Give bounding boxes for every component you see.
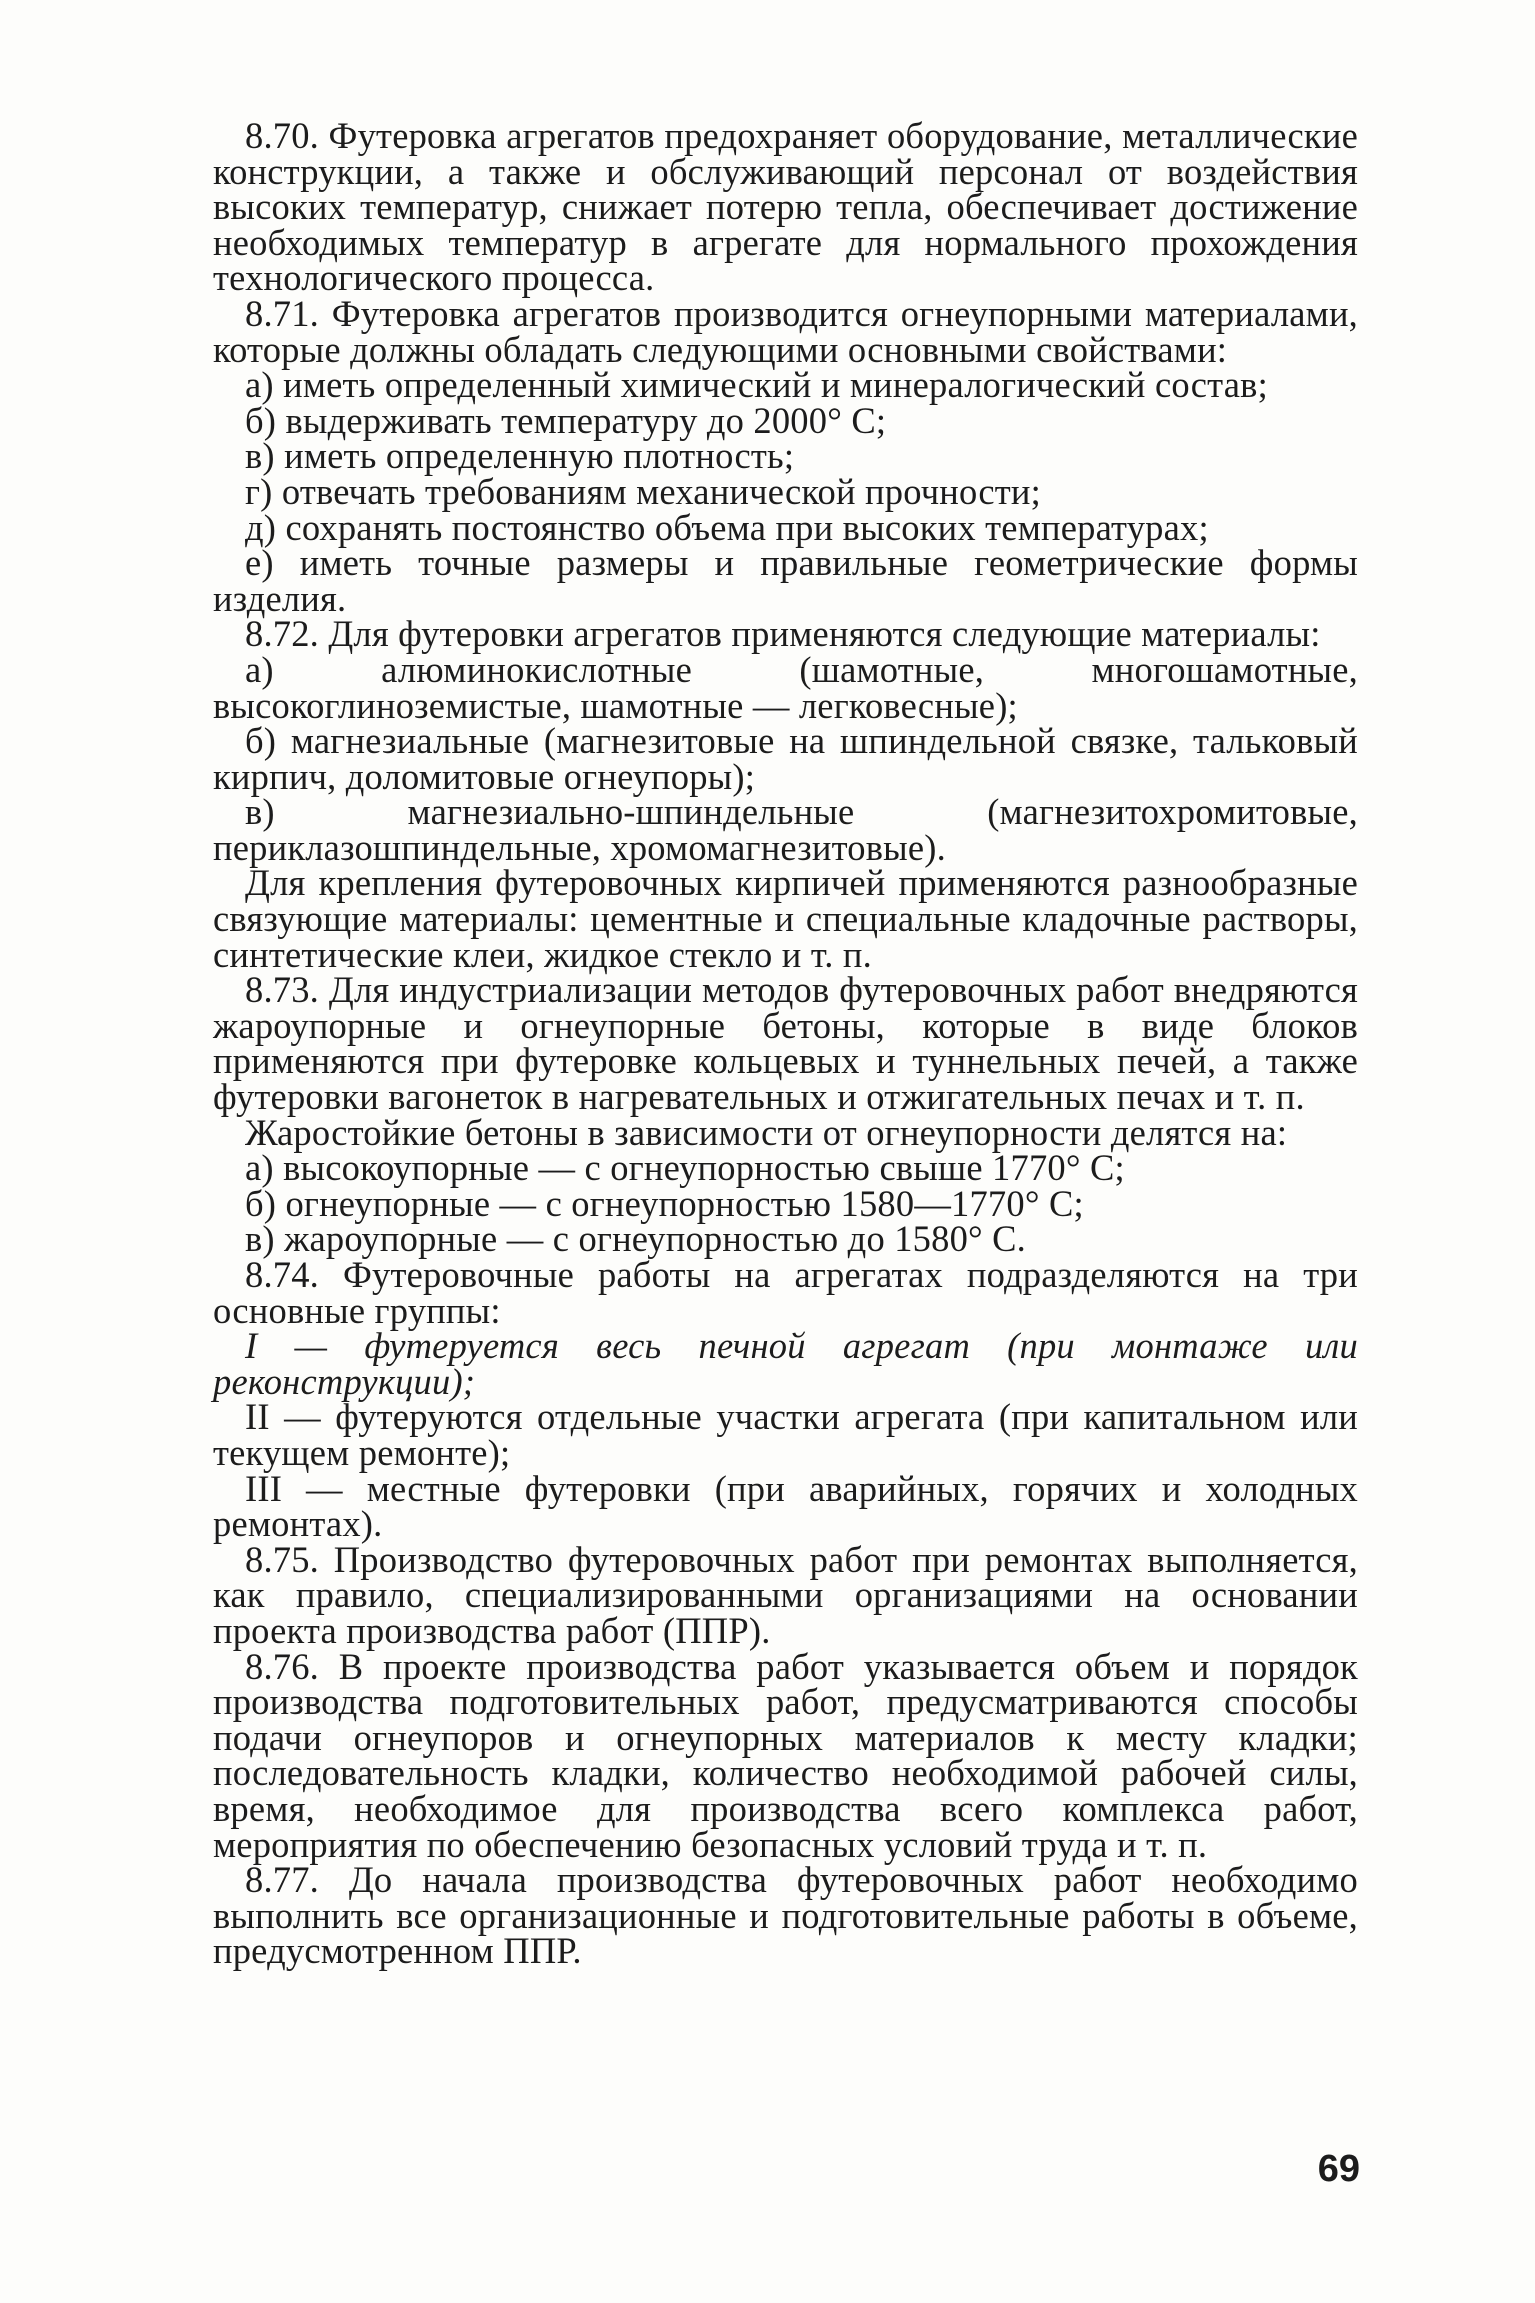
list-item: в) жароупорные — с огнеупорностью до 1580° С. <box>245 1218 1027 1260</box>
list-item: в) магнезиально-шпиндельные (магнезитохромитовые, периклазошпиндельные, хромомагнезитовые). <box>213 791 1358 868</box>
list-item: б) огнеупорные — с огнеупорностью 1580—1770° С; <box>245 1182 1084 1224</box>
paragraph-8-75: 8.75. Производство футеровочных работ при ремонтах выполняется, как правило, специализированными организациями на основании проекта производства работ (ППР). <box>213 1538 1358 1651</box>
list-item: е) иметь точные размеры и правильные геометрические формы изделия. <box>213 542 1358 619</box>
list-item: II — футеруются отдельные участки агрегата (при капитальном или текущем ремонте); <box>213 1396 1358 1473</box>
list-item: а) иметь определенный химический и минералогический состав; <box>245 364 1268 406</box>
page-number: 69 <box>1317 2148 1360 2190</box>
list-item: а) высокоупорные — с огнеупорностью свыше 1770° С; <box>245 1147 1125 1189</box>
list-item: III — местные футеровки (при аварийных, горячих и холодных ремонтах). <box>213 1467 1358 1545</box>
list-item: в) иметь определенную плотность; <box>245 435 795 477</box>
list-item: б) выдерживать температуру до 2000° С; <box>245 399 887 441</box>
list-item: а) алюминокислотные (шамотные, многошамотные, высокоглиноземистые, шамотные — легковесные); <box>213 648 1358 726</box>
paragraph-8-71: 8.71. Футеровка агрегатов производится огнеупорными материалами, которые должны обладать следующими основными свойствами: <box>213 292 1358 370</box>
paragraph-8-74: 8.74. Футеровочные работы на агрегатах подразделяются на три основные группы: <box>213 1254 1358 1331</box>
list-item: д) сохранять постоянство объема при высоких температурах; <box>245 506 1209 548</box>
paragraph-8-76: 8.76. В проекте производства работ указывается объем и порядок производства подготовительных работ, предусматриваются способы подачи огнеупоров и огнеупорных материалов к месту кладки; последовательность кладки, количество необходимой рабочей силы, время, необходимое для производства всего комплекса работ, мероприятия по обеспечению безопасных условий труда и т. п. <box>213 1645 1358 1865</box>
list-item: I — футеруется весь печной агрегат (при монтаже или реконструкции); <box>213 1325 1358 1402</box>
list-item: г) отвечать требованиям механической прочности; <box>245 470 1041 512</box>
list-item: б) магнезиальные (магнезитовые на шпиндельной связке, тальковый кирпич, доломитовые огнеупоры); <box>213 720 1358 797</box>
paragraph-8-72: 8.72. Для футеровки агрегатов применяются следующие материалы: <box>245 613 1321 655</box>
body-text <box>213 115 1358 1972</box>
paragraph-8-70: 8.70. Футеровка агрегатов предохраняет оборудование, металлические конструкции, а также и обслуживающий персонал от воздействия высоких температур, снижает потерю тепла, обеспечивает достижение необходимых температур в агрегате для нормального прохождения технологического процесса. <box>213 115 1358 299</box>
paragraph-8-73: 8.73. Для индустриализации методов футеровочных работ внедряются жароупорные и огнеупорные бетоны, которые в виде блоков применяются при футеровке кольцевых и туннельных печей, а также футеровки вагонеток в нагревательных и отжигательных печах и т. п. <box>213 969 1358 1118</box>
paragraph-8-77: 8.77. До начала производства футеровочных работ необходимо выполнить все организационные и подготовительные работы в объеме, предусмотренном ППР. <box>213 1859 1358 1972</box>
paragraph-binders: Для крепления футеровочных кирпичей применяются разнообразные связующие материалы: цементные и специальные кладочные растворы, синтетические клеи, жидкое стекло и т. п. <box>213 862 1358 975</box>
paragraph-concretes: Жаростойкие бетоны в зависимости от огнеупорности делятся на: <box>245 1111 1288 1153</box>
